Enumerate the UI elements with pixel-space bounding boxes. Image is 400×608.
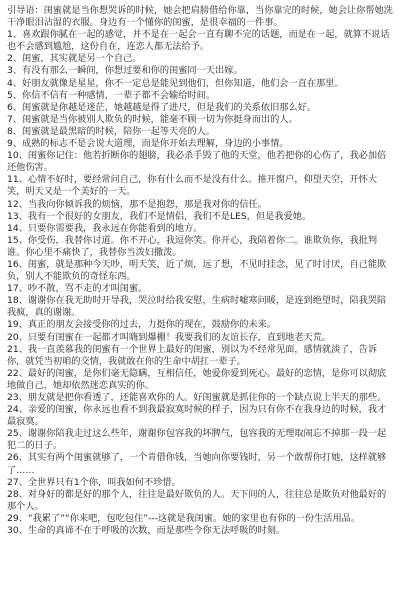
- list-item: 1、喜欢跟你腻在一起的感觉，并不是在一起会一直有聊不完的话题，而是在一起，就算不说话也不会感到尴尬，这份自在，连恋人都无法给予。: [7, 29, 390, 53]
- list-item: 2、闺蜜，其实就是另一个自己。: [7, 53, 142, 65]
- list-item: 16、闺蜜，就是那种今天吵，明天笑，近了烦，远了想，不见时挂念，见了时讨厌，自己能欺负，别人不能欺负的奇怪东西。: [7, 258, 387, 283]
- list-item: 17、吵不散，骂不走的才叫闺蜜。: [7, 283, 148, 295]
- list-item: 18、谢谢你在我无助时开导我，哭泣时给我安慰，生病时嘘寒问暖，是连到绝望时，陪我哭陪我疯，真的谢谢。: [7, 295, 387, 319]
- intro-paragraph: 引导语：闺蜜就是当你想哭诉的时候，她会把肩膀借给你靠，当你靠完的时候，她会让你帮她洗干净眼泪沾湿的衣服。身边有一个懂你的闺蜜，是很幸福的一件事。: [7, 5, 393, 29]
- list-item: 30、生命的真谛不在于呼吸的次数，而是那些令你无法呼吸的时刻。: [7, 525, 286, 537]
- list-item: 24、亲爱的闺蜜，你永远也看不到我最寂寞时候的样子，因为只有你不在我身边的时候，我才最寂寞。: [7, 404, 387, 428]
- list-item: 13、我有一个很好的女朋友，我们不是情侣，我们不是LES，但是我爱她。: [7, 210, 312, 222]
- list-item: 8、闺蜜就是最黑暗的时候，陪你一起等天亮的人。: [7, 125, 215, 137]
- list-item: 4、好朋友就像是星星，你不一定总是能见到他们，但你知道，他们会一直在那里。: [7, 77, 344, 89]
- list-item: 14、只要你需要我，我永远在你能看到的地方。: [7, 222, 203, 234]
- list-item: 12、当我向你倾诉我的烦恼，那不是抱怨，那是我对你的信任。: [7, 198, 267, 210]
- quote-list: [7, 29, 393, 537]
- list-item: 5、你信不信有一种感情，一辈子都不会输给时间。: [7, 89, 215, 101]
- list-item: 7、闺蜜就是当你被别人欺负的时候，能毫不顾一切为你挺身而出的人。: [7, 113, 298, 125]
- list-item: 15、你受伤，我替你讨道。你不开心，我逗你笑。你开心，我陪着你二。谁欺负你，我批判谁。你心里不痛快了，我替你当泼妇撒泼。: [7, 234, 378, 258]
- list-item: 10、闺蜜你记住：他若折断你的翅膀，我必杀手毁了他的天堂，他若把你的心伤了，我必加倍还他伤害。: [7, 150, 387, 174]
- list-item: 28、对身好的都是好的那个人，往往是最好欺负的人。天下间的人，往往总是欺负对他最好的那个人。: [7, 488, 387, 512]
- list-item: 6、闺蜜就是你越是迷茫，她越越是得了进尺，但是我们的关系依旧那么好。: [7, 101, 317, 113]
- list-item: 23、朋友就是把你看透了，还能喜欢你的人。好闺蜜就是抓住你的一个缺点说上半天的那些。: [7, 392, 387, 403]
- list-item: 21、我一直羡慕我的闺蜜有一个世界上最好的闺蜜，别以为不经常见面，感情就淡了，告诉你，就凭当初咱的交情，我就敢在你的生命中胡扛一辈子。: [7, 343, 378, 367]
- list-item: 22、最好的闺蜜，是你们毫无隐瞒，互相信任，她爱你爱到死心。最好的恋情，是你可以彻底地做自己，她却依然迷恋真实的你。: [7, 367, 387, 391]
- list-item: 9、成熟的标志不是会说大道理，而是你开始去理解，身边的小事情。: [7, 138, 289, 150]
- list-item: 29、“我累了”“你来吧，包吃包住”---这就是我闺蜜。她的家里也有你的一份生活用品。: [7, 512, 361, 524]
- list-item: 19、真正的朋友会接受你的过去，力挺你的现在，鼓励你的未来。: [7, 319, 276, 331]
- list-item: 3、有没有那么一瞬间，你想过要和你的闺蜜同一天出嫁。: [7, 65, 243, 77]
- list-item: 20、只要有闺蜜在一起都才叫嗨到爆棚！我要我们的友谊长存，直到地老天荒。: [7, 331, 332, 343]
- list-item: 26、其实有两个闺蜜就够了，一个肯借你钱，当她向你要钱时，另一个敢帮你打她，这样就够了……: [7, 452, 387, 476]
- list-item: 25、谢谢你陪我走过这么些年，谢谢你包容我的坏脾气，包容我的无理取闹忘不掉那一段一起犯二的日子。: [7, 428, 387, 452]
- list-item: 11、心情不好时，要经常问自己，你有什么而不是没有什么。推开窗户，仰望天空，开怀大笑，明天又是一个美好的一天。: [7, 174, 378, 198]
- list-item: 27、全世界只有1个你，叫我如何不珍惜。: [7, 476, 181, 488]
